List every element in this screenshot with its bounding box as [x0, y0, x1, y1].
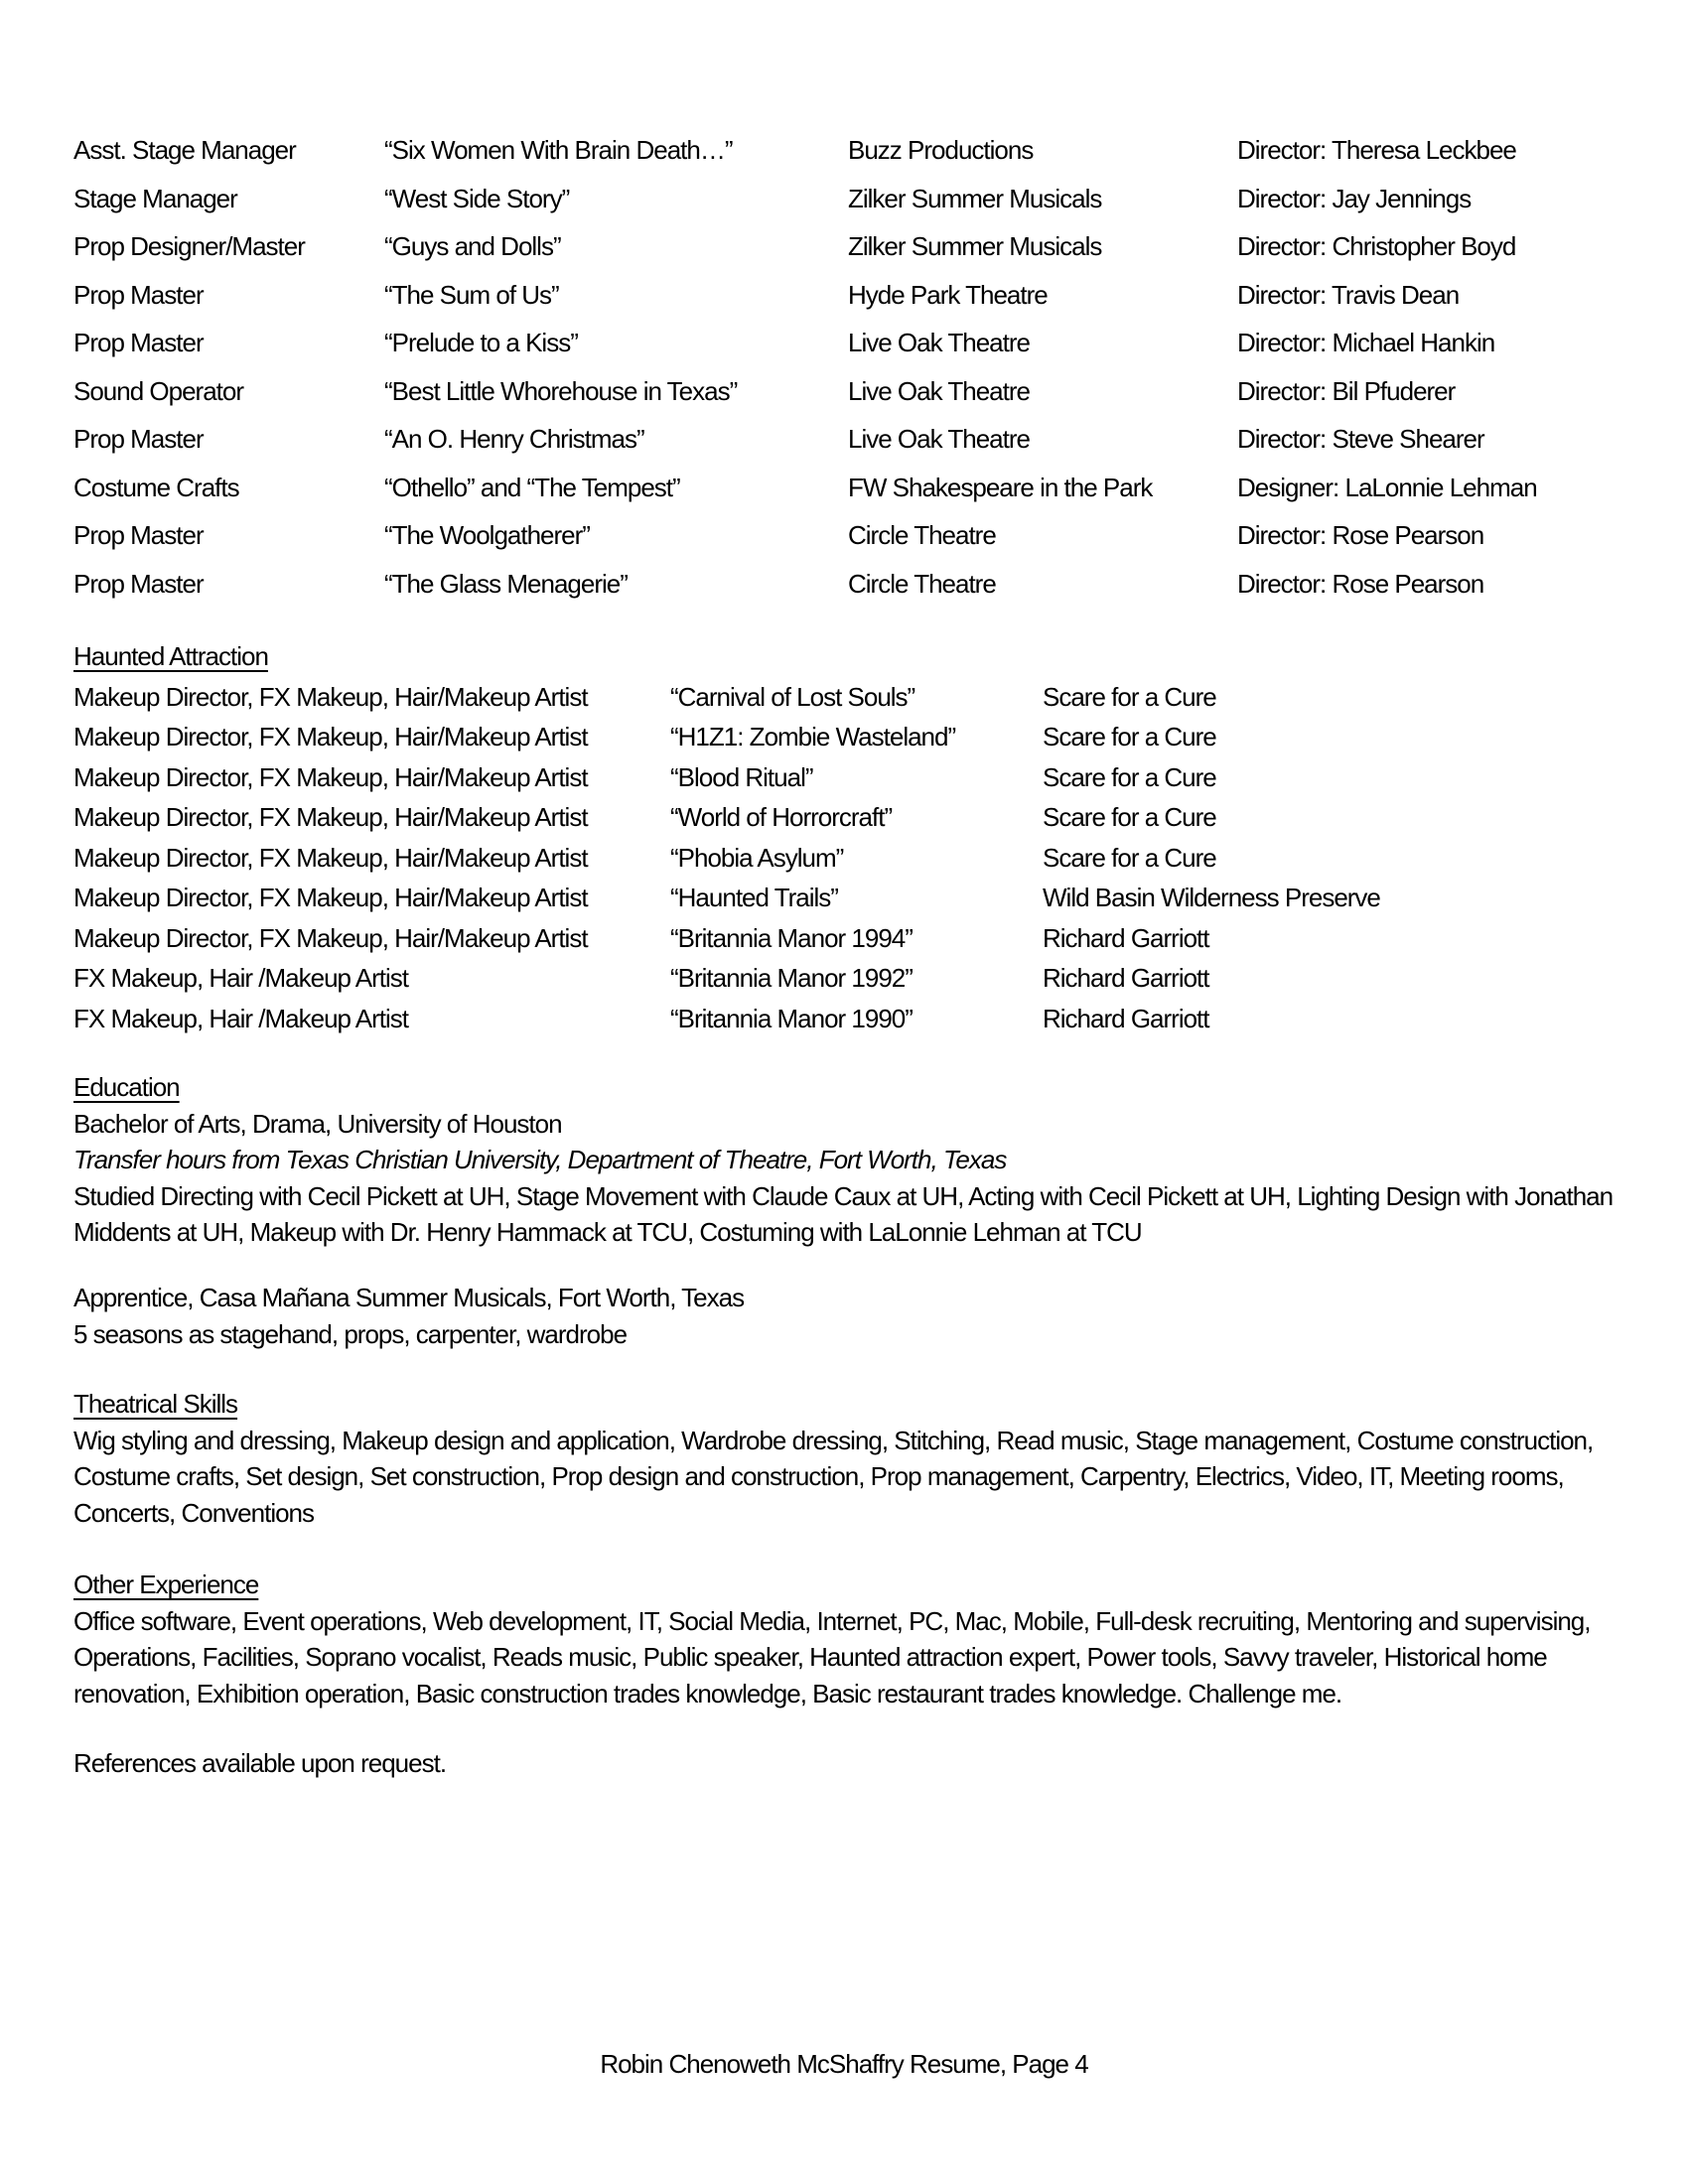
credit-role: Costume Crafts — [73, 472, 239, 502]
other-experience-body: Office software, Event operations, Web development, IT, Social Media, Internet, PC, Mac, Mobile, Full-desk recruiting, Mentoring and supervising, Operations, Facilities, Soprano vocalist, Reads music, Public speaker, Haunted attraction expert, Power tools, Savvy traveler, Historical home renovation, Exhibition operation, Basic construction trades knowledge, Basic restaurant trades knowledge. Challenge me. — [73, 1605, 1591, 1708]
credit-company: Live Oak Theatre — [848, 424, 1030, 455]
haunted-show: “Carnival of Lost Souls” — [670, 681, 915, 712]
theatrical-skills-heading: Theatrical Skills — [73, 1389, 238, 1419]
credit-credit: Director: Bil Pfuderer — [1237, 375, 1456, 406]
credit-show: “An O. Henry Christmas” — [384, 424, 644, 455]
credit-credit: Director: Steve Shearer — [1237, 424, 1484, 455]
haunted-show: “Britannia Manor 1994” — [670, 922, 913, 953]
haunted-role: FX Makeup, Hair /Makeup Artist — [73, 963, 409, 993]
credit-company: Circle Theatre — [848, 520, 996, 551]
haunted-show: “Britannia Manor 1990” — [670, 1003, 913, 1033]
credit-credit: Director: Travis Dean — [1237, 279, 1460, 310]
credit-show: “Six Women With Brain Death…” — [384, 135, 733, 165]
credit-role: Prop Master — [73, 279, 204, 310]
page-footer — [0, 2046, 1688, 2083]
haunted-company: Scare for a Cure — [1043, 761, 1216, 792]
credit-company: Live Oak Theatre — [848, 375, 1030, 406]
theatrical-skills-body: Wig styling and dressing, Makeup design and application, Wardrobe dressing, Stitching, Read music, Stage management, Costume construction, Costume crafts, Set design, Set construction, Prop design and construction, Prop management, Carpentry, Electrics, Video, IT, Meeting rooms, Concerts, Conventions — [73, 1425, 1594, 1528]
education-heading: Education — [73, 1072, 180, 1102]
credit-role: Asst. Stage Manager — [73, 135, 296, 165]
credit-company: Buzz Productions — [848, 135, 1034, 165]
credit-role: Prop Master — [73, 328, 204, 358]
credit-company: Live Oak Theatre — [848, 328, 1030, 358]
references-note — [73, 1745, 1618, 1782]
credit-show: “The Sum of Us” — [384, 279, 559, 310]
credit-show: “Guys and Dolls” — [384, 231, 561, 262]
credit-credit: Director: Michael Hankin — [1237, 328, 1495, 358]
education-studied: Studied Directing with Cecil Pickett at UH, Stage Movement with Claude Caux at UH, Acting with Cecil Pickett at UH, Lighting Design with Jonathan Middents at UH, Makeup with Dr. Henry Hammack at TCU, Costuming with LaLonnie Lehman at TCU — [73, 1180, 1614, 1247]
haunted-company: Richard Garriott — [1043, 963, 1209, 993]
haunted-show: “H1Z1: Zombie Wasteland” — [670, 722, 956, 751]
haunted-company: Richard Garriott — [1043, 1003, 1209, 1033]
credit-show: “Othello” and “The Tempest” — [384, 472, 680, 502]
credit-role: Stage Manager — [73, 183, 237, 213]
credit-credit: Director: Christopher Boyd — [1237, 231, 1516, 262]
haunted-show: “Phobia Asylum” — [670, 842, 844, 873]
credit-credit: Director: Rose Pearson — [1237, 520, 1484, 551]
theatrical-skills-section — [73, 1386, 1618, 1531]
references-text: References available upon request. — [73, 1748, 447, 1778]
haunted-attraction-heading: Haunted Attraction — [73, 641, 268, 671]
credit-company: Zilker Summer Musicals — [848, 231, 1102, 262]
apprentice-line1: Apprentice, Casa Mañana Summer Musicals, Fort Worth, Texas — [73, 1283, 745, 1312]
apprentice-line2: 5 seasons as stagehand, props, carpenter, wardrobe — [73, 1318, 628, 1349]
credit-company: Zilker Summer Musicals — [848, 183, 1102, 213]
haunted-company: Richard Garriott — [1043, 922, 1209, 953]
credits-table — [73, 126, 1614, 608]
haunted-role: Makeup Director, FX Makeup, Hair/Makeup Artist — [73, 883, 588, 912]
haunted-company: Scare for a Cure — [1043, 681, 1216, 712]
credit-credit: Director: Theresa Leckbee — [1237, 135, 1516, 165]
haunted-role: Makeup Director, FX Makeup, Hair/Makeup Artist — [73, 722, 588, 751]
haunted-company: Wild Basin Wilderness Preserve — [1043, 883, 1380, 912]
haunted-company: Scare for a Cure — [1043, 722, 1216, 751]
credit-show: “Prelude to a Kiss” — [384, 328, 578, 358]
haunted-show: “Haunted Trails” — [670, 883, 838, 912]
credit-show: “West Side Story” — [384, 183, 570, 213]
other-experience-heading: Other Experience — [73, 1570, 259, 1599]
footer-text: Robin Chenoweth McShaffry Resume, Page 4 — [600, 2049, 1088, 2079]
credit-credit: Director: Rose Pearson — [1237, 568, 1484, 599]
haunted-company: Scare for a Cure — [1043, 802, 1216, 832]
credit-company: Circle Theatre — [848, 568, 996, 599]
credit-show: “The Woolgatherer” — [384, 520, 590, 551]
haunted-role: FX Makeup, Hair /Makeup Artist — [73, 1003, 409, 1033]
credit-credit: Designer: LaLonnie Lehman — [1237, 472, 1537, 502]
haunted-role: Makeup Director, FX Makeup, Hair/Makeup Artist — [73, 842, 588, 873]
haunted-role: Makeup Director, FX Makeup, Hair/Makeup Artist — [73, 761, 588, 792]
credit-role: Sound Operator — [73, 375, 244, 406]
haunted-show: “Britannia Manor 1992” — [670, 963, 913, 993]
education-section — [73, 1069, 1618, 1251]
credit-role: Prop Designer/Master — [73, 231, 305, 262]
haunted-role: Makeup Director, FX Makeup, Hair/Makeup Artist — [73, 922, 588, 953]
haunted-role: Makeup Director, FX Makeup, Hair/Makeup Artist — [73, 681, 588, 712]
credit-role: Prop Master — [73, 424, 204, 455]
apprentice-section — [73, 1280, 1618, 1352]
other-experience-section — [73, 1567, 1618, 1711]
education-transfer-note: Transfer hours from Texas Christian University, Department of Theatre, Fort Worth, Texas — [73, 1145, 1007, 1174]
credit-role: Prop Master — [73, 520, 204, 551]
credit-company: Hyde Park Theatre — [848, 279, 1048, 310]
credit-credit: Director: Jay Jennings — [1237, 183, 1472, 213]
haunted-show: “Blood Ritual” — [670, 761, 813, 792]
credit-role: Prop Master — [73, 568, 204, 599]
haunted-attraction-section — [73, 636, 1614, 1038]
haunted-company: Scare for a Cure — [1043, 842, 1216, 873]
haunted-show: “World of Horrorcraft” — [670, 802, 893, 832]
haunted-attraction-table — [73, 677, 1614, 1039]
credit-show: “The Glass Menagerie” — [384, 568, 628, 599]
credit-show: “Best Little Whorehouse in Texas” — [384, 375, 738, 406]
haunted-role: Makeup Director, FX Makeup, Hair/Makeup Artist — [73, 802, 588, 832]
education-degree: Bachelor of Arts, Drama, University of Houston — [73, 1108, 562, 1139]
credit-company: FW Shakespeare in the Park — [848, 472, 1153, 502]
